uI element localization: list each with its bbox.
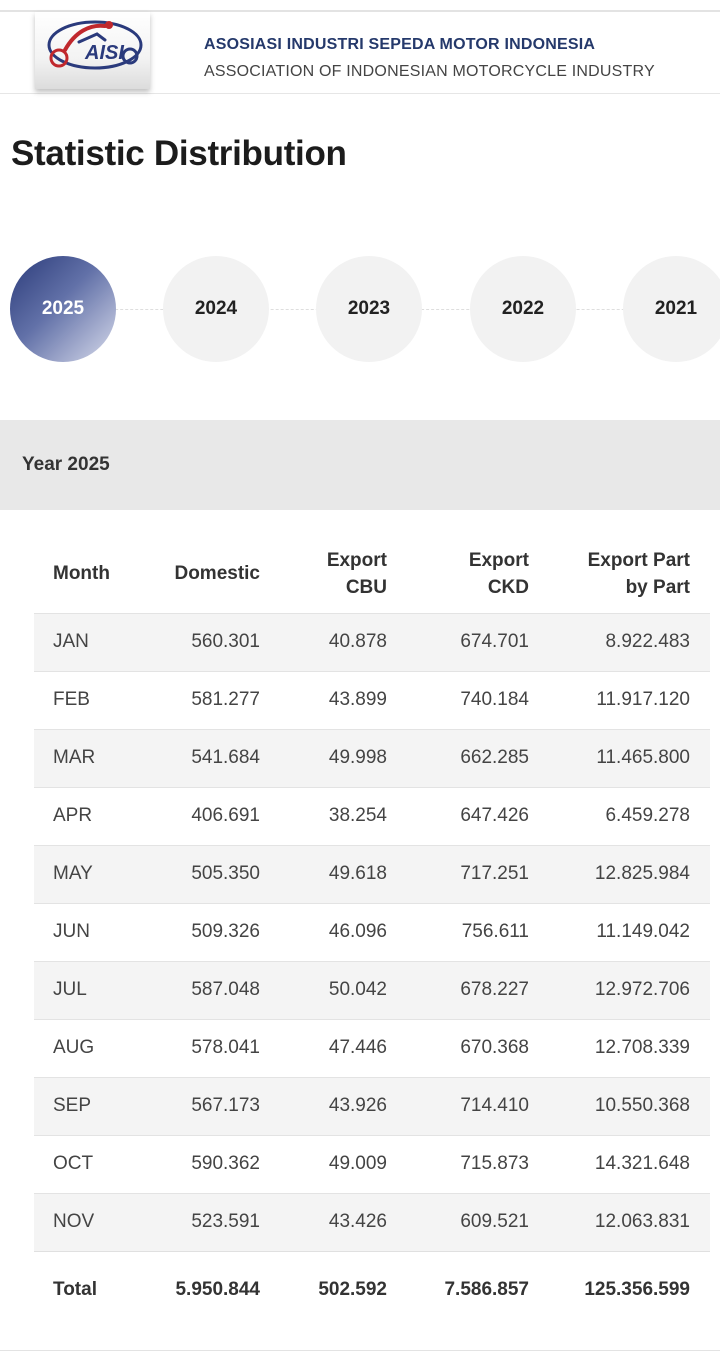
- year-heading: Year 2025: [22, 454, 110, 475]
- header-export-ckd: [469, 547, 529, 601]
- export-cbu-cell: 46.096: [328, 921, 387, 942]
- total-row: [34, 1275, 710, 1333]
- export-cbu-cell: 49.998: [328, 747, 387, 768]
- header-export-cbu-line2: CBU: [345, 577, 387, 598]
- export-ckd-cell: 670.368: [460, 1037, 529, 1058]
- table-header: [34, 535, 710, 613]
- table-row: [34, 729, 710, 787]
- total-export-ckd: 7.586.857: [444, 1279, 529, 1300]
- distribution-table: [34, 535, 710, 1333]
- month-cell: MAY: [53, 863, 93, 884]
- domestic-cell: 578.041: [191, 1037, 260, 1058]
- month-cell: JAN: [53, 631, 89, 652]
- month-cell: AUG: [53, 1037, 95, 1058]
- logo-text: AISI: [85, 42, 124, 64]
- export-ckd-cell: 740.184: [460, 689, 529, 710]
- export-cbu-cell: 43.899: [328, 689, 387, 710]
- year-tab-2023[interactable]: 2023: [316, 256, 422, 362]
- export-ckd-cell: 714.410: [460, 1095, 529, 1116]
- export-ckd-cell: 715.873: [460, 1153, 529, 1174]
- year-tab-2021[interactable]: 2021: [623, 256, 720, 362]
- month-cell: NOV: [53, 1211, 95, 1232]
- export-ckd-cell: 717.251: [460, 863, 529, 884]
- table-row: [34, 845, 710, 903]
- export-cbu-cell: 43.926: [328, 1095, 387, 1116]
- export-ckd-cell: 674.701: [460, 631, 529, 652]
- domestic-cell: 581.277: [191, 689, 260, 710]
- export-part-cell: 8.922.483: [605, 631, 690, 652]
- month-cell: JUL: [53, 979, 87, 1000]
- export-part-cell: 11.149.042: [596, 921, 690, 942]
- domestic-cell: 560.301: [191, 631, 260, 652]
- export-cbu-cell: 43.426: [328, 1211, 387, 1232]
- header-export-cbu-line1: Export: [326, 550, 387, 571]
- table-row: [34, 1135, 710, 1193]
- export-part-cell: 11.917.120: [596, 689, 690, 710]
- export-part-cell: 10.550.368: [594, 1095, 690, 1116]
- export-ckd-cell: 662.285: [460, 747, 529, 768]
- export-ckd-cell: 756.611: [461, 921, 529, 942]
- export-part-cell: 11.465.800: [596, 747, 690, 768]
- total-domestic: 5.950.844: [175, 1279, 260, 1300]
- export-part-cell: 12.825.984: [594, 863, 690, 884]
- month-cell: JUN: [53, 921, 90, 942]
- site-header: [0, 12, 720, 94]
- year-selector: [0, 256, 720, 362]
- domestic-cell: 509.326: [191, 921, 260, 942]
- year-tab-2022[interactable]: 2022: [470, 256, 576, 362]
- export-part-cell: 12.063.831: [594, 1211, 690, 1232]
- table-row: [34, 961, 710, 1019]
- domestic-cell: 541.684: [191, 747, 260, 768]
- header-export-part: [588, 547, 690, 601]
- header-export-part-line1: Export Part: [587, 550, 690, 571]
- year-tab-2025[interactable]: 2025: [10, 256, 116, 362]
- bottom-divider: [0, 1350, 720, 1351]
- export-cbu-cell: 50.042: [328, 979, 387, 1000]
- org-name-english: ASSOCIATION OF INDONESIAN MOTORCYCLE INDUSTRY: [204, 63, 655, 80]
- export-part-cell: 12.972.706: [594, 979, 690, 1000]
- table-row: [34, 1077, 710, 1135]
- header-export-ckd-line1: Export: [468, 550, 529, 571]
- header-export-cbu: [327, 547, 387, 601]
- total-export-cbu: 502.592: [318, 1279, 387, 1300]
- table-row: [34, 1019, 710, 1077]
- export-part-cell: 6.459.278: [605, 805, 690, 826]
- header-domestic: Domestic: [174, 563, 260, 584]
- domestic-cell: 590.362: [191, 1153, 260, 1174]
- total-separator: [34, 1251, 710, 1275]
- export-part-cell: 12.708.339: [594, 1037, 690, 1058]
- domestic-cell: 505.350: [191, 863, 260, 884]
- table-row: [34, 903, 710, 961]
- table-row: [34, 1193, 710, 1251]
- month-cell: OCT: [53, 1153, 94, 1174]
- header-export-ckd-line2: CKD: [487, 577, 529, 598]
- export-cbu-cell: 40.878: [328, 631, 387, 652]
- month-cell: APR: [53, 805, 93, 826]
- domestic-cell: 587.048: [191, 979, 260, 1000]
- month-cell: MAR: [53, 747, 96, 768]
- export-cbu-cell: 49.618: [328, 863, 387, 884]
- domestic-cell: 567.173: [191, 1095, 260, 1116]
- page-title: Statistic Distribution: [11, 134, 347, 173]
- total-export-part: 125.356.599: [584, 1279, 690, 1300]
- export-cbu-cell: 47.446: [328, 1037, 387, 1058]
- table-body: [34, 613, 710, 1251]
- domestic-cell: 406.691: [191, 805, 260, 826]
- table-row: [34, 787, 710, 845]
- export-ckd-cell: 647.426: [460, 805, 529, 826]
- org-name-indonesian: ASOSIASI INDUSTRI SEPEDA MOTOR INDONESIA: [204, 36, 596, 53]
- header-export-part-line2: by Part: [625, 577, 690, 598]
- month-cell: SEP: [53, 1095, 92, 1116]
- export-part-cell: 14.321.648: [594, 1153, 690, 1174]
- aisi-logo[interactable]: [35, 12, 150, 89]
- export-cbu-cell: 49.009: [328, 1153, 387, 1174]
- year-heading-bar: [0, 420, 720, 510]
- domestic-cell: 523.591: [191, 1211, 260, 1232]
- export-ckd-cell: 609.521: [460, 1211, 529, 1232]
- header-month: Month: [53, 563, 110, 584]
- table-row: [34, 671, 710, 729]
- export-ckd-cell: 678.227: [460, 979, 529, 1000]
- month-cell: FEB: [53, 689, 90, 710]
- total-label: Total: [53, 1279, 97, 1300]
- export-cbu-cell: 38.254: [328, 805, 387, 826]
- year-tab-2024[interactable]: 2024: [163, 256, 269, 362]
- table-row: [34, 613, 710, 671]
